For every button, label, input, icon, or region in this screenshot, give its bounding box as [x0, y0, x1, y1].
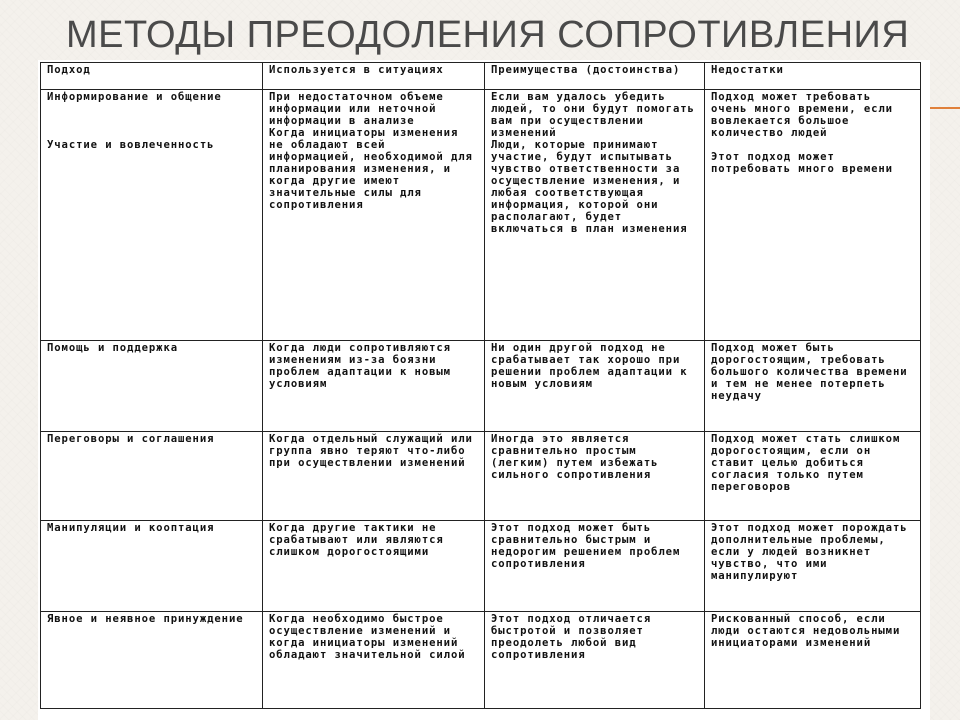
cell-approach: Переговоры и соглашения [41, 432, 263, 521]
cell-advantages: Этот подход отличается быстротой и позволяет преодолеть любой вид сопротивления [485, 612, 705, 709]
cell-disadvantages: Подход может быть дорогостоящим, требовать большого количества времени и тем не менее потерпеть неудачу [705, 341, 921, 432]
cell-approach: Помощь и поддержка [41, 341, 263, 432]
table-header-row [41, 63, 921, 90]
cell-approach: Информирование и общение Участие и вовлеченность [41, 90, 263, 341]
cell-approach: Явное и неявное принуждение [41, 612, 263, 709]
table-row [41, 612, 921, 709]
cell-approach: Манипуляции и кооптация [41, 521, 263, 612]
table-row [41, 341, 921, 432]
slide-title: МЕТОДЫ ПРЕОДОЛЕНИЯ СОПРОТИВЛЕНИЯ [66, 14, 910, 56]
table-card [38, 60, 930, 720]
cell-situations: Когда отдельный служащий или группа явно теряют что-либо при осуществлении изменений [263, 432, 485, 521]
cell-disadvantages: Подход может стать слишком дорогостоящим, если он ставит целью добиться согласия только путем переговоров [705, 432, 921, 521]
cell-advantages: Иногда это является сравнительно простым (легким) путем избежать сильного сопротивления [485, 432, 705, 521]
table-row [41, 90, 921, 341]
cell-advantages: Этот подход может быть сравнительно быстрым и недорогим решением проблем сопротивления [485, 521, 705, 612]
cell-situations: Когда необходимо быстрое осуществление изменений и когда инициаторы изменений обладают значительной силой [263, 612, 485, 709]
accent-line [926, 107, 960, 109]
header-disadvantages: Недостатки [705, 63, 921, 90]
cell-disadvantages: Этот подход может порождать дополнительные проблемы, если у людей возникнет чувство, что ими манипулируют [705, 521, 921, 612]
cell-disadvantages: Рискованный способ, если люди остаются недовольными инициаторами изменений [705, 612, 921, 709]
table-row [41, 432, 921, 521]
cell-advantages: Если вам удалось убедить людей, то они будут помогать вам при осуществлении изменений Люди, которые принимают участие, будут испытывать чувство ответственности за осуществление изменения, и любая соответствующая информация, которой они располагают, будет включаться в план изменения [485, 90, 705, 341]
cell-advantages: Ни один другой подход не срабатывает так хорошо при решении проблем адаптации к новым условиям [485, 341, 705, 432]
cell-disadvantages: Подход может требовать очень много времени, если вовлекается большое количество людей Этот подход может потребовать много времени [705, 90, 921, 341]
header-approach: Подход [41, 63, 263, 90]
cell-situations: Когда люди сопротивляются изменениям из-за боязни проблем адаптации к новым условиям [263, 341, 485, 432]
table-row [41, 521, 921, 612]
cell-situations: Когда другие тактики не срабатывают или являются слишком дорогостоящими [263, 521, 485, 612]
header-advantages: Преимущества (достоинства) [485, 63, 705, 90]
header-situations: Используется в ситуациях [263, 63, 485, 90]
cell-situations: При недостаточном объеме информации или неточной информации в анализе Когда инициаторы изменения не обладают всей информацией, необходимой для планирования изменения, и когда другие имеют значительные силы для сопротивления [263, 90, 485, 341]
methods-table [40, 62, 921, 709]
